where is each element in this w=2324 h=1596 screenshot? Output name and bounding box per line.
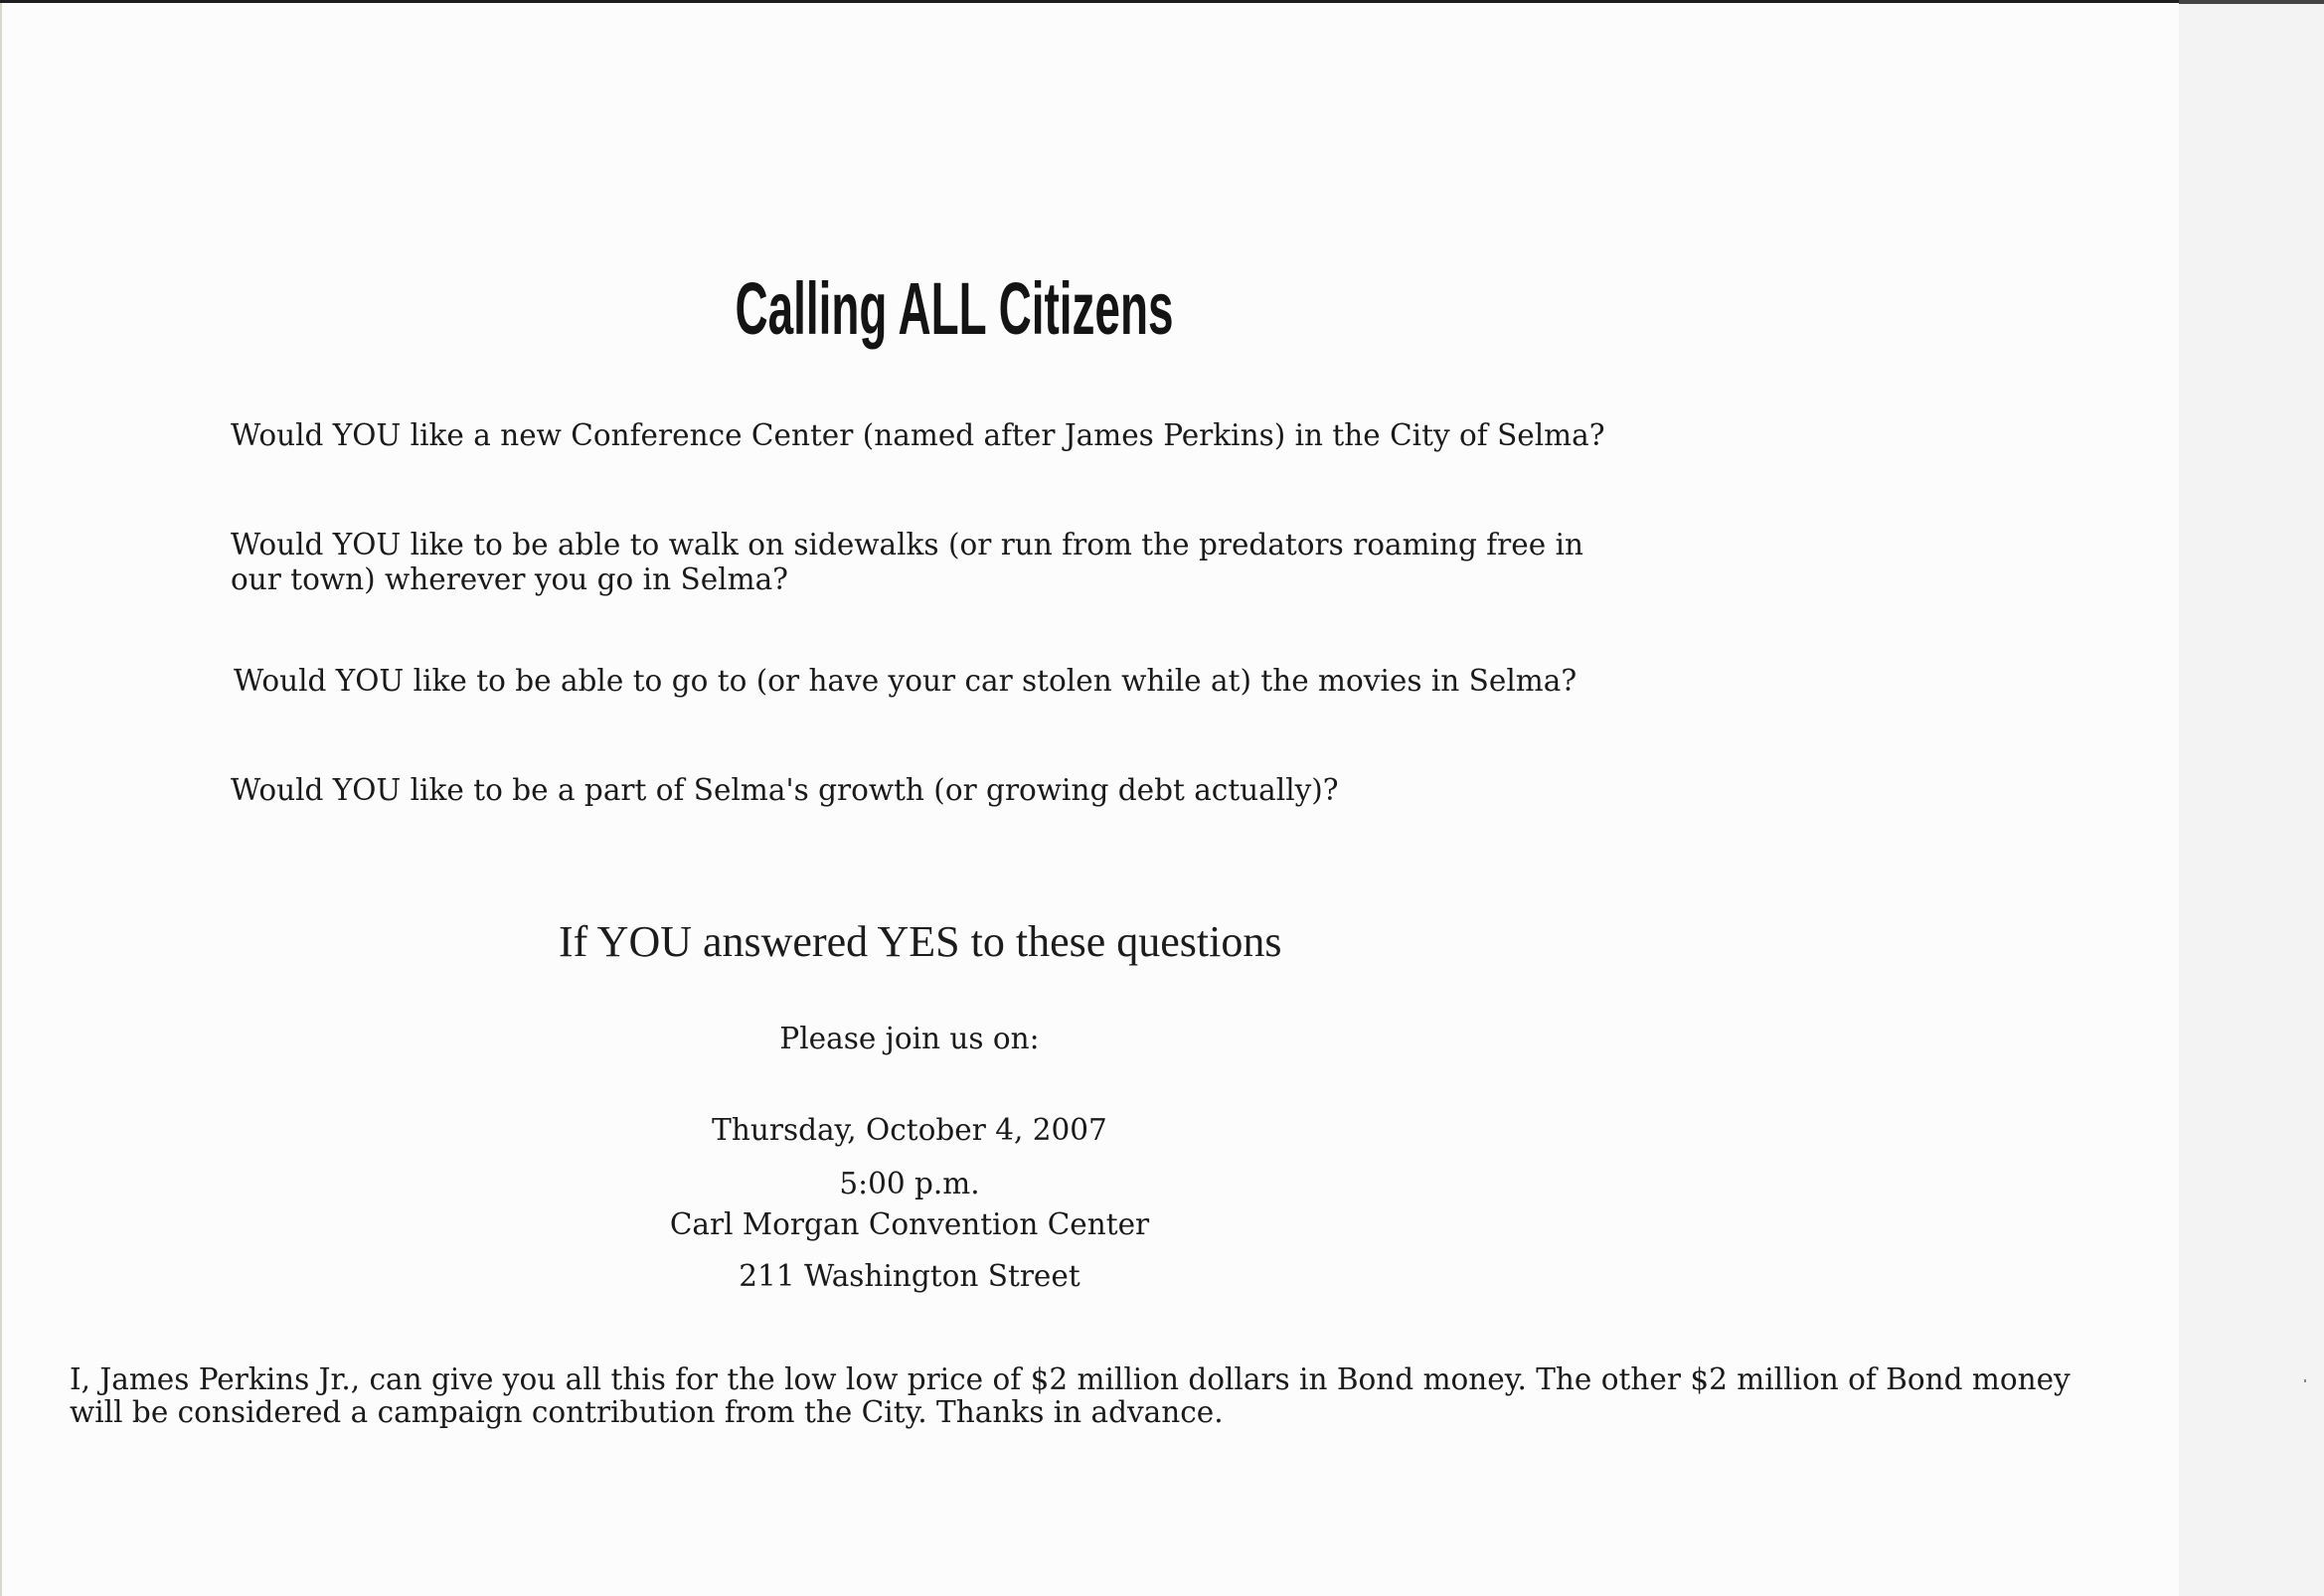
scan-speck: [2304, 1379, 2306, 1382]
closing-line: I, James Perkins Jr., can give you all this for the low low price of $2 million dollars in Bond money. The other $2 million of Bond money: [70, 1362, 2071, 1396]
scan-right-margin-edge: [2179, 0, 2324, 4]
call-to-action: If YOU answered YES to these questions: [559, 917, 1282, 966]
scan-left-edge: [0, 3, 2, 1596]
question-line: Would YOU like a new Conference Center (named after James Perkins) in the City of Selma?: [231, 418, 1605, 452]
question-growth: [231, 773, 1339, 808]
event-venue: Carl Morgan Convention Center: [669, 1207, 1150, 1241]
scan-right-margin: [2179, 0, 2324, 1596]
closing-line: will be considered a campaign contribution from the City. Thanks in advance.: [70, 1395, 1224, 1429]
question-line: Would YOU like to be able to walk on sidewalks (or run from the predators roaming free in: [231, 528, 1584, 561]
question-conference-center: [231, 418, 1605, 453]
question-line: our town) wherever you go in Selma?: [231, 562, 788, 596]
join-prompt: Please join us on:: [779, 1022, 1040, 1055]
scan-top-edge: [0, 0, 2324, 3]
flyer-title: Calling ALL Citizens: [735, 267, 1174, 350]
question-movies: [234, 664, 1577, 699]
event-time: 5:00 p.m.: [839, 1167, 980, 1200]
closing-statement: [70, 1363, 2071, 1429]
question-line: Would YOU like to be able to go to (or have your car stolen while at) the movies in Selma?: [234, 664, 1577, 698]
question-sidewalks: [231, 528, 1583, 597]
question-line: Would YOU like to be a part of Selma's growth (or growing debt actually)?: [231, 773, 1339, 807]
event-date: Thursday, October 4, 2007: [712, 1113, 1107, 1147]
event-address: 211 Washington Street: [739, 1259, 1080, 1293]
